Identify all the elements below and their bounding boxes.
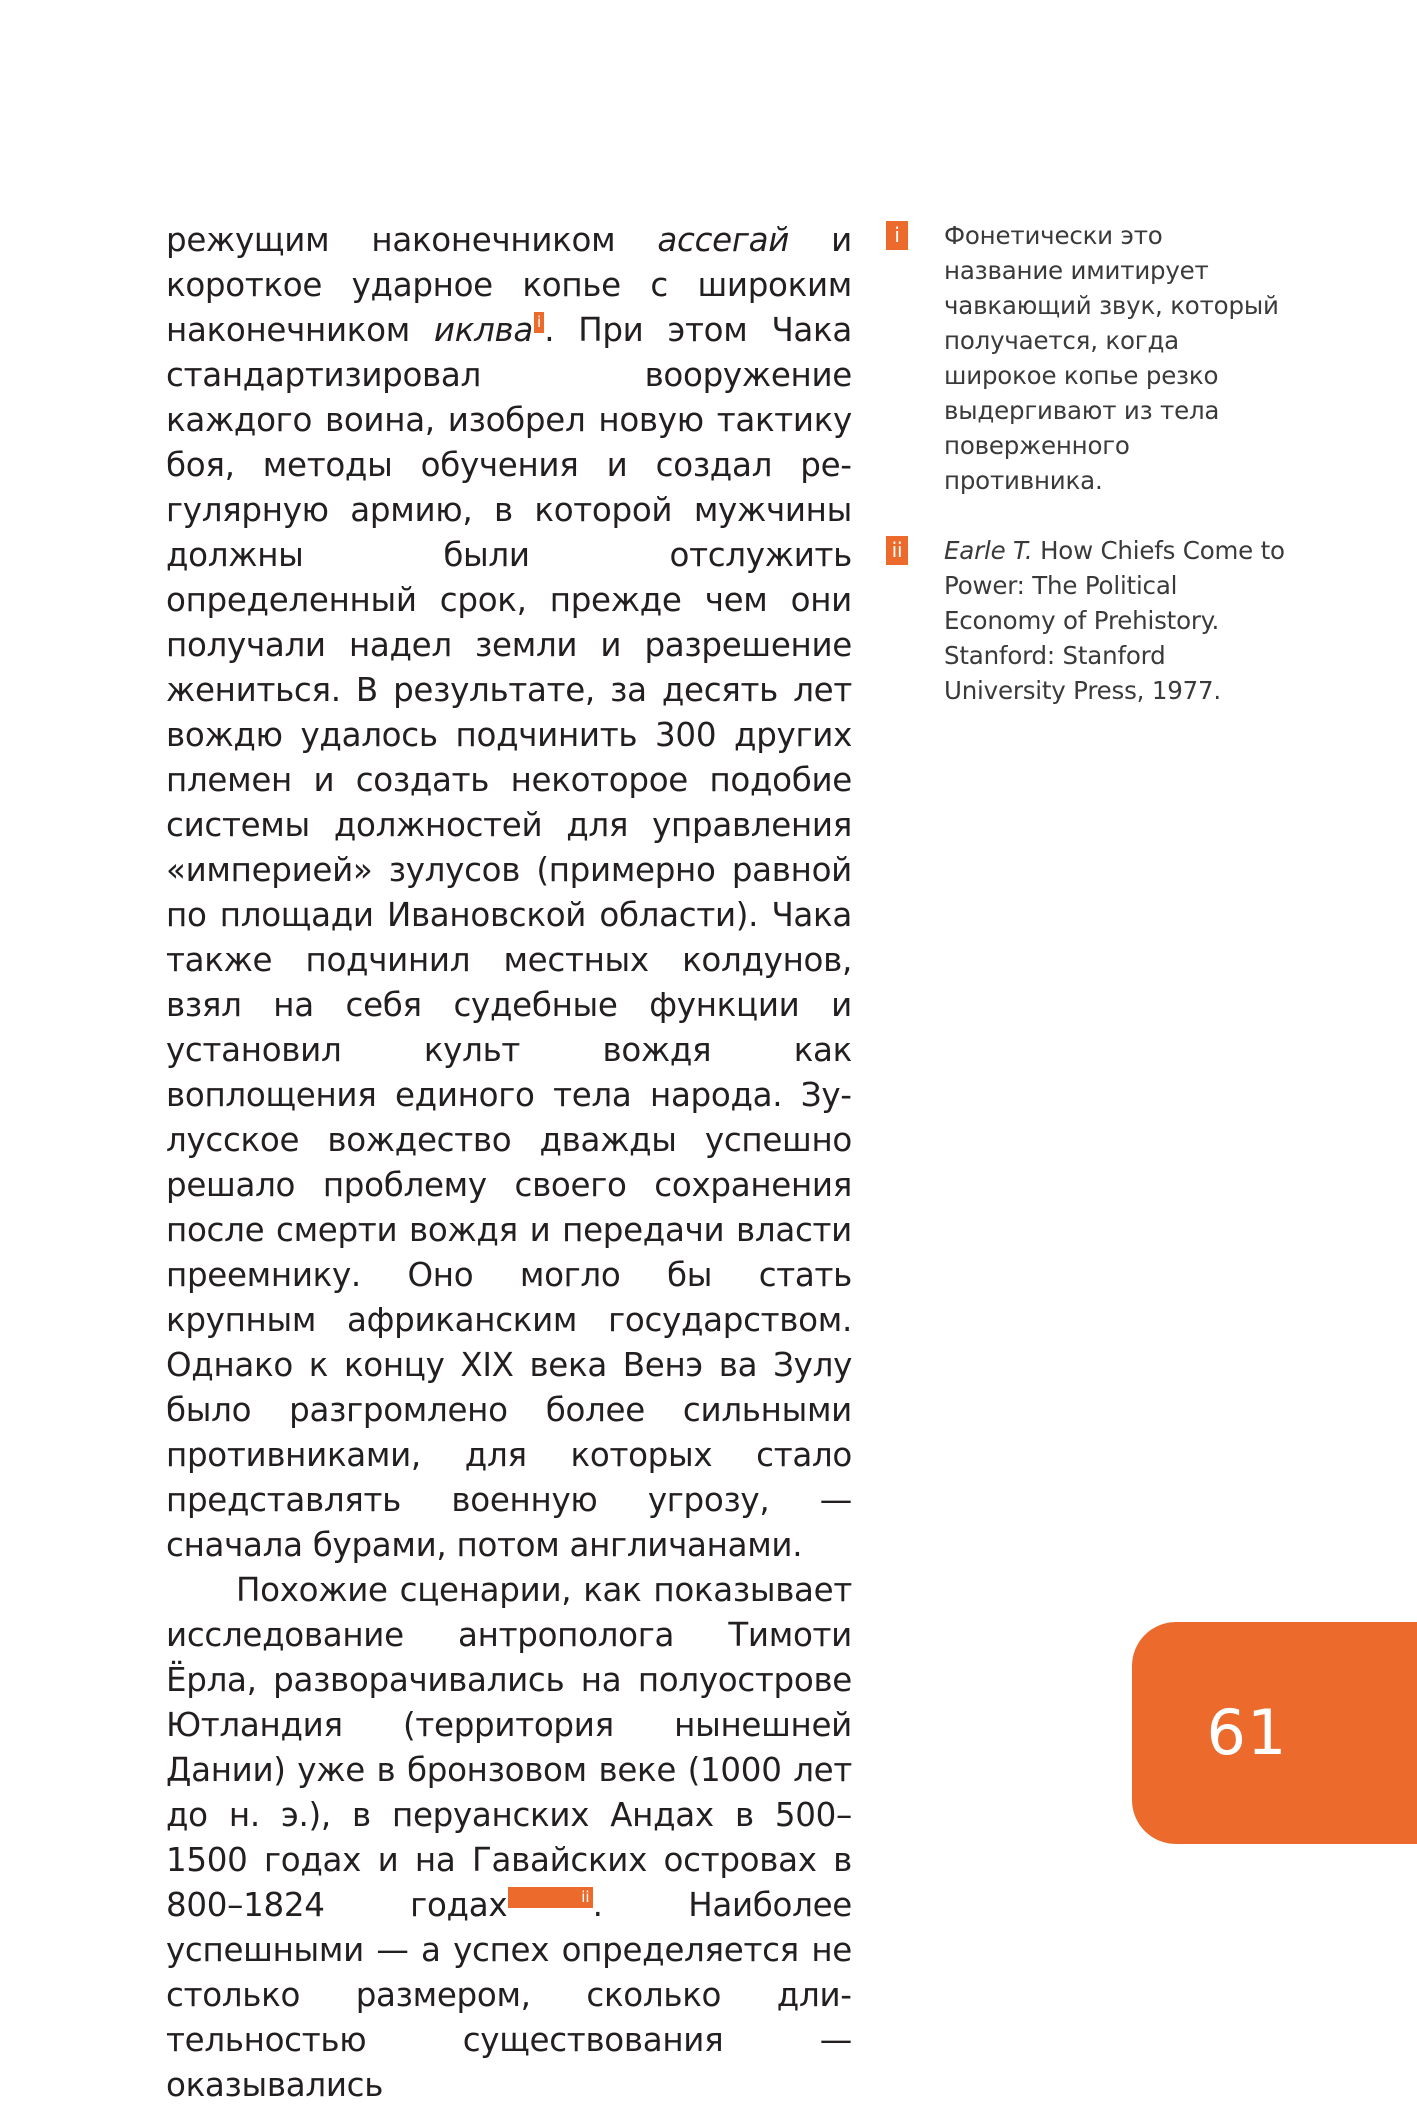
footnote-1 bbox=[886, 218, 1286, 498]
paragraph-2 bbox=[166, 1568, 852, 2108]
footnote-2-author: Earle T. bbox=[944, 536, 1033, 565]
term-assegai: ассегай bbox=[657, 221, 790, 259]
main-body-text bbox=[166, 218, 852, 2108]
page-number: 61 bbox=[1206, 1696, 1288, 1769]
footnote-marker-2: ii bbox=[886, 536, 908, 565]
footnote-marker-1: i bbox=[886, 221, 908, 250]
page-number-tab bbox=[1132, 1622, 1417, 1844]
footnote-ref-2[interactable]: ii bbox=[508, 1887, 592, 1908]
footnote-ref-1[interactable]: i bbox=[534, 312, 544, 333]
footnote-2-text: How Chiefs Come to Power: The Political Economy of Prehistory. Stanford: Stanford University Press, 1977. bbox=[944, 536, 1285, 705]
paragraph-1-text-c: и короткое ударное копье с широким наконечником bbox=[166, 221, 852, 349]
footnote-1-text: Фонетически это название имитирует чавкающий звук, который получается, когда широкое копье резко выдергивают из тела поверженного противника. bbox=[944, 221, 1279, 495]
term-iklwa: иклва bbox=[433, 311, 534, 349]
paragraph-1 bbox=[166, 218, 852, 1568]
paragraph-2-text-b: . Наиболее успешными — а успех определяется не столько размером, сколько длительностью существования — оказывались bbox=[166, 1886, 852, 2104]
paragraph-2-text-a: Похожие сценарии, как показывает исследование антрополога Тимоти Ёрла, разворачивались на полуострове Ютландия (территория нынешней Дании) уже в бронзовом веке (1000 лет до н. э.), в перуанских Андах в 500–1500 годах и на Гавайских островах в 800–1824 годах bbox=[166, 1571, 852, 1924]
paragraph-1-text-a: режущим наконечником bbox=[166, 221, 658, 259]
margin-footnotes bbox=[886, 218, 1286, 743]
footnote-2 bbox=[886, 533, 1286, 708]
paragraph-1-text-e: . При этом Чака стандартизировал вооружение каждого воина, изобрел новую тактику боя, методы обучения и создал регулярную армию, в которой мужчины должны были отслужить определенный срок, прежде чем они получали надел земли и разрешение жениться. В результате, за десять лет вождю удалось подчинить 300 других племен и создать некоторое подобие системы должностей для управления «империей» зулусов (примерно равной по площади Ивановской области). Чака также подчинил местных колдунов, взял на себя судебные функции и установил культ вождя как воплощения единого тела народа. Зулусское вождество дважды успешно решало проблему своего сохранения после смерти вождя и передачи власти преемнику. Оно могло бы стать крупным африканским государством. Однако к концу XIX века Венэ ва Зулу было разгромлено более сильными противниками, для которых стало представлять военную угрозу, — сначала бурами, потом англичанами. bbox=[166, 311, 852, 1564]
